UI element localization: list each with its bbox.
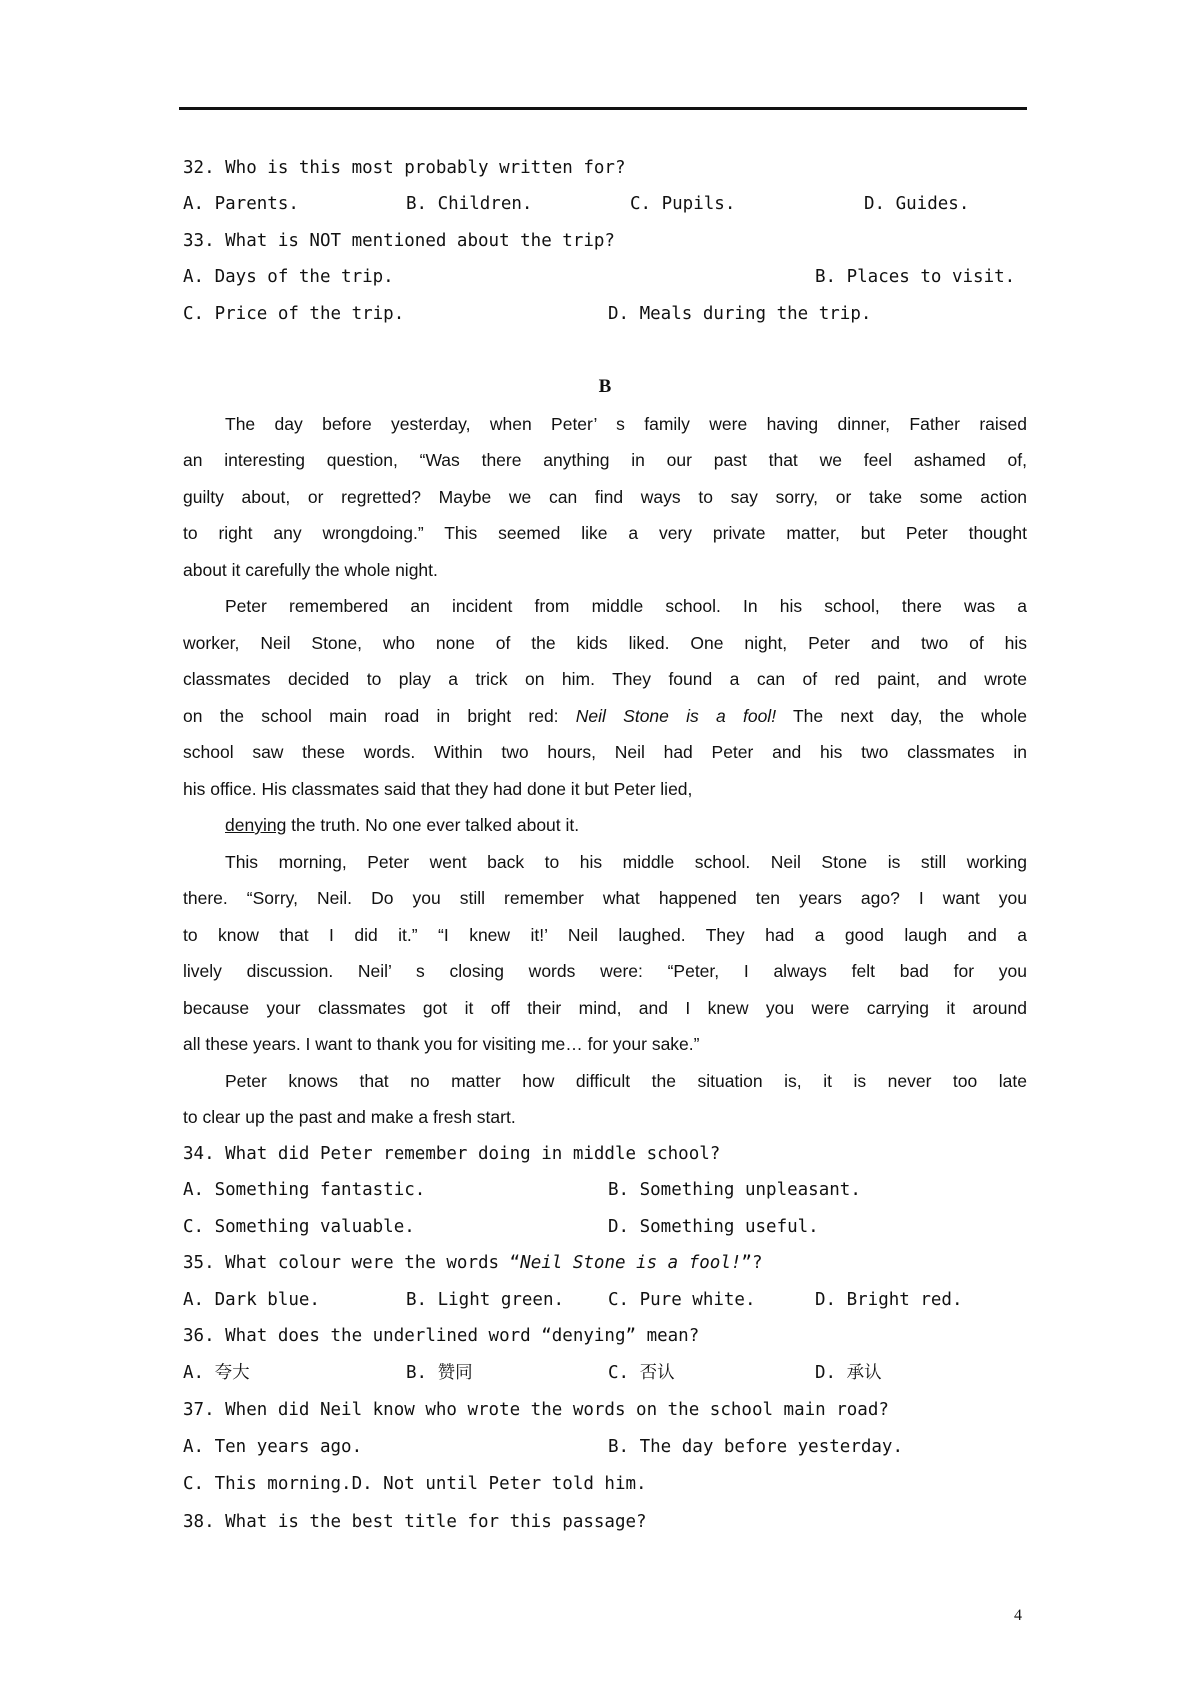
passage-line: about it carefully the whole night. xyxy=(183,560,438,580)
passage-line: there. “Sorry, Neil. Do you still remember what happened ten years ago? I want you xyxy=(183,888,1027,908)
passage-line: The day before yesterday, when Peter’ s family were having dinner, Father raised xyxy=(225,414,1027,434)
option-c[interactable]: C. Something valuable. xyxy=(183,1217,415,1237)
text: the truth. No one ever talked about it. xyxy=(286,815,580,835)
option-b[interactable]: B. Places to visit. xyxy=(815,267,1016,287)
passage-line: worker, Neil Stone, who none of the kids liked. One night, Peter and two of his xyxy=(183,633,1027,653)
option-d[interactable]: D. 承认 xyxy=(815,1363,882,1383)
option-d[interactable]: D. Bright red. xyxy=(815,1290,963,1310)
passage-line: Peter knows that no matter how difficult the situation is, it is never too late xyxy=(225,1071,1027,1091)
option-c[interactable]: C. 否认 xyxy=(608,1363,675,1383)
question-37-options-row2[interactable]: C. This morning.D. Not until Peter told him. xyxy=(183,1474,647,1494)
question-34-options-row2 xyxy=(183,1215,1027,1239)
question-36: 36. What does the underlined word “denying” mean? xyxy=(183,1326,700,1346)
passage-line: guilty about, or regretted? Maybe we can find ways to say sorry, or take some action xyxy=(183,487,1027,507)
option-d[interactable]: D. Something useful. xyxy=(608,1217,819,1237)
passage-line: to right any wrongdoing.” This seemed like a very private matter, but Peter thought xyxy=(183,523,1027,543)
page-number: 4 xyxy=(1014,1607,1022,1624)
question-32-options xyxy=(183,192,1027,216)
passage-line: Peter remembered an incident from middle school. In his school, there was a xyxy=(225,596,1027,616)
option-d[interactable]: D. Guides. xyxy=(864,194,970,214)
question-38: 38. What is the best title for this passage? xyxy=(183,1512,647,1532)
question-33: 33. What is NOT mentioned about the trip? xyxy=(183,231,615,251)
question-33-options-row1 xyxy=(183,265,1027,289)
question-37: 37. When did Neil know who wrote the words on the school main road? xyxy=(183,1400,889,1420)
passage-line: an interesting question, “Was there anything in our past that we feel ashamed of, xyxy=(183,450,1027,470)
option-b[interactable]: B. Something unpleasant. xyxy=(608,1180,861,1200)
question-35-options xyxy=(183,1288,1027,1312)
passage-line: lively discussion. Neil’ s closing words were: “Peter, I always felt bad for you xyxy=(183,961,1027,981)
passage-line xyxy=(183,813,1027,837)
question-34: 34. What did Peter remember doing in middle school? xyxy=(183,1144,721,1164)
question-36-options xyxy=(183,1361,1027,1385)
text: ”? xyxy=(741,1253,763,1273)
passage-line: to know that I did it.” “I knew it!’ Neil laughed. They had a good laugh and a xyxy=(183,925,1027,945)
question-34-options-row1 xyxy=(183,1178,1027,1202)
passage-line: This morning, Peter went back to his middle school. Neil Stone is still working xyxy=(225,852,1027,872)
option-c[interactable]: C. Pupils. xyxy=(630,194,736,214)
option-b[interactable]: B. 赞同 xyxy=(406,1363,473,1383)
header-rule xyxy=(179,107,1027,110)
passage-line: to clear up the past and make a fresh start. xyxy=(183,1107,516,1127)
option-b[interactable]: B. Light green. xyxy=(406,1290,565,1310)
painted-words: Neil Stone is a fool! xyxy=(575,706,777,726)
text: 35. What colour were the words “ xyxy=(183,1253,521,1273)
option-d[interactable]: D. Meals during the trip. xyxy=(608,304,872,324)
question-35 xyxy=(183,1251,1027,1275)
option-b[interactable]: B. The day before yesterday. xyxy=(608,1437,904,1457)
option-a[interactable]: A. Something fantastic. xyxy=(183,1180,426,1200)
quoted-words: Neil Stone is a fool! xyxy=(520,1253,742,1273)
question-32: 32. Who is this most probably written for? xyxy=(183,158,626,178)
passage-line: classmates decided to play a trick on him. They found a can of red paint, and wrote xyxy=(183,669,1027,689)
option-a[interactable]: A. 夸大 xyxy=(183,1363,250,1383)
question-33-options-row2 xyxy=(183,302,1027,326)
underlined-word: denying xyxy=(225,815,287,835)
text: on the school main road in bright red: xyxy=(183,706,576,726)
passage-line: because your classmates got it off their mind, and I knew you were carrying it around xyxy=(183,998,1027,1018)
option-c[interactable]: C. Pure white. xyxy=(608,1290,756,1310)
option-b[interactable]: B. Children. xyxy=(406,194,533,214)
passage-line: his office. His classmates said that they had done it but Peter lied, xyxy=(183,779,693,799)
option-c[interactable]: C. Price of the trip. xyxy=(183,304,405,324)
question-37-options-row1 xyxy=(183,1435,1027,1459)
option-a[interactable]: A. Parents. xyxy=(183,194,299,214)
option-a[interactable]: A. Days of the trip. xyxy=(183,267,394,287)
passage-line: all these years. I want to thank you for visiting me… for your sake.” xyxy=(183,1034,700,1054)
option-a[interactable]: A. Dark blue. xyxy=(183,1290,320,1310)
passage-line xyxy=(183,704,1027,728)
option-a[interactable]: A. Ten years ago. xyxy=(183,1437,363,1457)
passage-line: school saw these words. Within two hours, Neil had Peter and his two classmates in xyxy=(183,742,1027,762)
text: The next day, the whole xyxy=(776,706,1027,726)
section-heading: B xyxy=(598,376,612,397)
